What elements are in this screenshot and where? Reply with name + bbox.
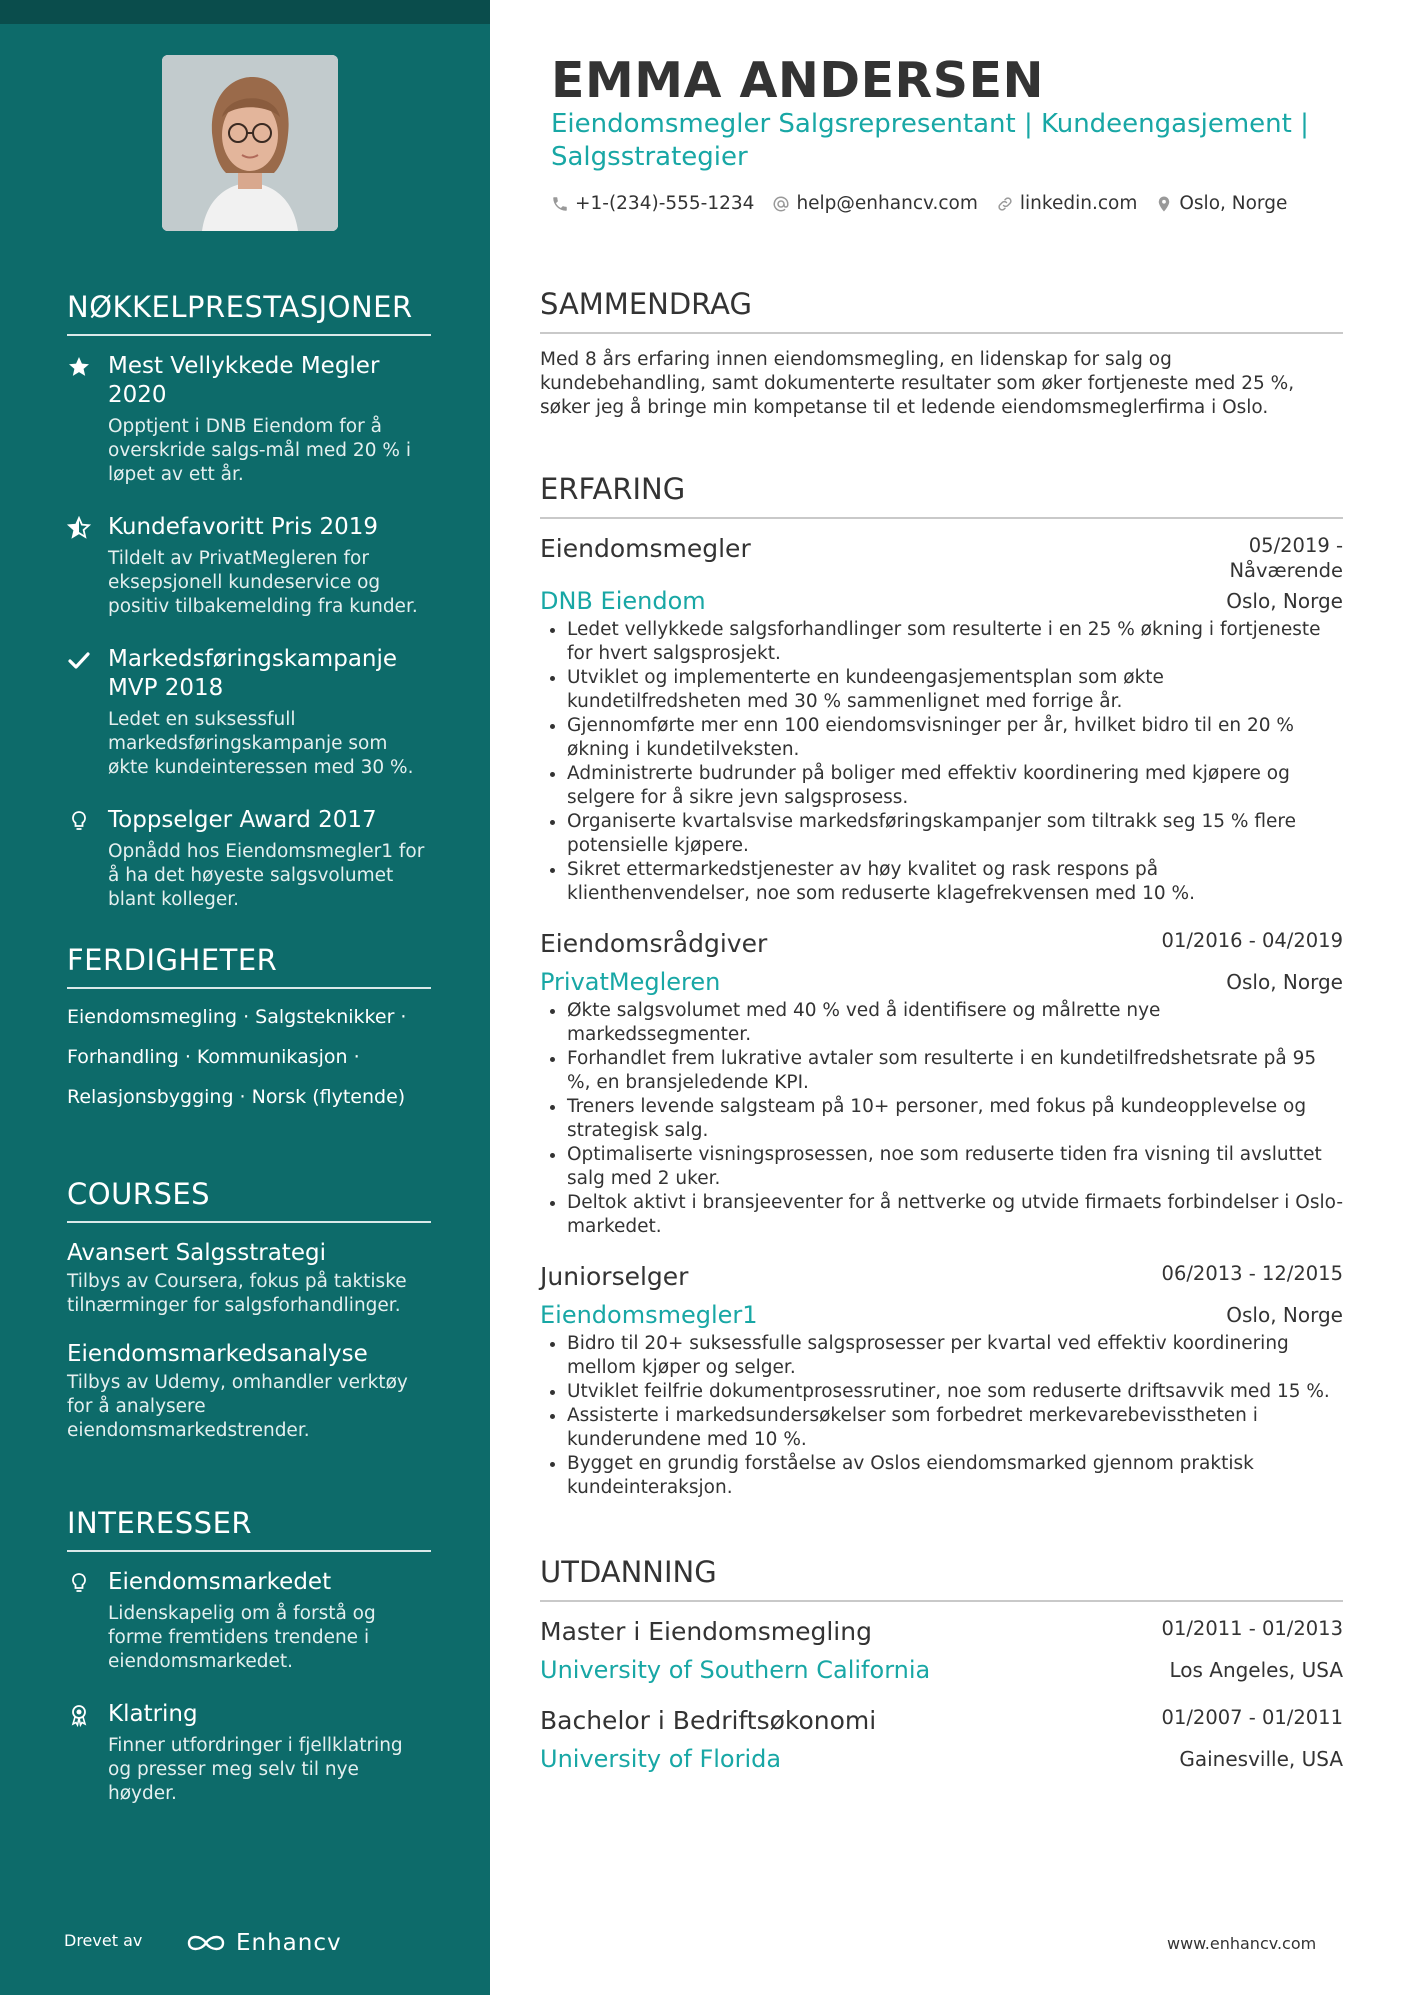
- interest-item: [67, 1700, 431, 1806]
- job-role: Eiendomsmegler: [540, 534, 751, 563]
- education-school: University of Southern California: [540, 1656, 931, 1684]
- interest-item: [67, 1568, 431, 1674]
- skills-row: Relasjonsbygging · Norsk (flytende): [67, 1086, 406, 1108]
- course-item: [67, 1340, 431, 1443]
- interests-section: [67, 1506, 431, 1832]
- job-bullet: • Administrerte budrunder på boliger med effektiv koordinering med kjøpere og selgere for å sikre jevn salgsprosess.: [567, 762, 1343, 810]
- education-degree: Master i Eiendomsmegling: [540, 1617, 872, 1646]
- sidebar-top-bar: [0, 0, 490, 24]
- star-icon: [67, 355, 91, 379]
- skills-list: [67, 1005, 431, 1109]
- checkmark-icon: [67, 648, 91, 672]
- job-bullets: [540, 1332, 1343, 1500]
- education-degree: Bachelor i Bedriftsøkonomi: [540, 1706, 877, 1735]
- job-location: Oslo, Norge: [1226, 1303, 1343, 1327]
- job-bullet: • Utviklet feilfrie dokumentprosessrutiner, noe som reduserte driftsavvik med 15 %.: [567, 1380, 1343, 1404]
- course-item: [67, 1239, 431, 1318]
- job-bullet: • Assisterte i markedsundersøkelser som forbedret merkevarebevisstheten i kunderundene med 10 %.: [567, 1404, 1343, 1452]
- achievements-section: [67, 290, 431, 938]
- education-dates: 01/2007 - 01/2011: [1161, 1706, 1343, 1729]
- education-dates: 01/2011 - 01/2013: [1161, 1617, 1343, 1640]
- achievement-title: Markedsføringskampanje MVP 2018: [108, 646, 398, 701]
- courses-title: COURSES: [67, 1177, 431, 1223]
- education-entry: [540, 1705, 1343, 1774]
- experience-title: ERFARING: [540, 472, 1343, 519]
- candidate-headline: Eiendomsmegler Salgsrepresentant | Kundeengasjement | Salgsstrategier: [551, 109, 1309, 172]
- achievement-title: Toppselger Award 2017: [108, 807, 377, 833]
- skills-section: [67, 943, 431, 1125]
- skills-title: FERDIGHETER: [67, 943, 431, 989]
- footer-url[interactable]: www.enhancv.com: [1167, 1934, 1317, 1953]
- job-bullet: • Treners levende salgsteam på 10+ personer, med fokus på kundeopplevelse og strategisk salg.: [567, 1095, 1343, 1143]
- job-dates: 05/2019 - Nåværende: [1229, 534, 1343, 582]
- summary-title: SAMMENDRAG: [540, 287, 1343, 334]
- interest-title: Klatring: [108, 1701, 198, 1727]
- interests-title: INTERESSER: [67, 1506, 431, 1552]
- job-role: Eiendomsrådgiver: [540, 929, 768, 958]
- job-bullet: • Gjennomførte mer enn 100 eiendomsvisninger per år, hvilket bidro til en 20 % økning i kundetilveksten.: [567, 714, 1343, 762]
- achievement-item: [67, 352, 431, 487]
- contact-bar: [551, 193, 1305, 214]
- education-section: [540, 1555, 1343, 1794]
- achievements-title: NØKKELPRESTASJONER: [67, 290, 431, 336]
- job-company: Eiendomsmegler1: [540, 1301, 758, 1329]
- course-desc: Tilbys av Coursera, fokus på taktiske tilnærminger for salgsforhandlinger.: [67, 1271, 407, 1316]
- job-bullet: • Organiserte kvartalsvise markedsføringskampanjer som tiltrakk seg 15 % flere potensielle kjøpere.: [567, 810, 1343, 858]
- summary-section: [540, 287, 1343, 420]
- job-company: PrivatMegleren: [540, 968, 721, 996]
- at-icon: [772, 195, 790, 213]
- enhancv-logo[interactable]: [184, 1930, 342, 1956]
- interest-desc: Lidenskapelig om å forstå og forme fremtidens trendene i eiendomsmarkedet.: [108, 1603, 376, 1672]
- skills-row: Eiendomsmegling · Salgsteknikker ·: [67, 1006, 407, 1028]
- achievement-desc: Ledet en suksessfull markedsføringskampanje som økte kundeinteressen med 30 %.: [108, 709, 414, 778]
- education-school: University of Florida: [540, 1745, 782, 1773]
- job-role: Juniorselger: [540, 1262, 689, 1291]
- sidebar: [0, 0, 490, 1995]
- profile-photo: [162, 55, 338, 231]
- job-dates: 01/2016 - 04/2019: [1161, 929, 1343, 952]
- interest-title: Eiendomsmarkedet: [108, 1569, 332, 1595]
- powered-by-label: Drevet av: [64, 1931, 143, 1950]
- contact-email[interactable]: [772, 193, 977, 214]
- job-entry: [540, 1261, 1343, 1500]
- job-bullet: • Deltok aktivt i bransjeeventer for å nettverke og utvide firmaets forbindelser i Oslo-markedet.: [567, 1191, 1343, 1239]
- achievement-item: [67, 513, 431, 619]
- lightbulb-icon: [67, 809, 91, 833]
- job-bullet: • Bygget en grundig forståelse av Oslos eiendomsmarked gjennom praktisk kundeinteraksjon.: [567, 1452, 1343, 1500]
- star-half-icon: [67, 516, 91, 540]
- job-bullets: [540, 999, 1343, 1239]
- education-location: Gainesville, USA: [1179, 1747, 1343, 1771]
- job-entry: [540, 533, 1343, 906]
- education-entry: [540, 1616, 1343, 1685]
- contact-phone-text: +1-(234)-555-1234: [575, 193, 755, 214]
- location-pin-icon: [1155, 195, 1173, 213]
- job-bullet: • Økte salgsvolumet med 40 % ved å identifisere og målrette nye markedssegmenter.: [567, 999, 1343, 1047]
- skills-row: Forhandling · Kommunikasjon ·: [67, 1046, 360, 1068]
- contact-linkedin-text: linkedin.com: [1019, 193, 1138, 214]
- course-title: Avansert Salgsstrategi: [67, 1240, 326, 1266]
- contact-phone[interactable]: [551, 193, 754, 214]
- achievement-desc: Opnådd hos Eiendomsmegler1 for å ha det høyeste salgsvolumet blant kolleger.: [108, 841, 425, 910]
- achievement-desc: Tildelt av PrivatMegleren for eksepsjonell kundeservice og positiv tilbakemelding fra kunder.: [108, 548, 418, 617]
- job-company: DNB Eiendom: [540, 587, 706, 615]
- award-ribbon-icon: [67, 1703, 91, 1727]
- contact-email-text: help@enhancv.com: [796, 193, 978, 214]
- contact-linkedin[interactable]: [996, 193, 1137, 214]
- job-dates: 06/2013 - 12/2015: [1161, 1262, 1343, 1285]
- achievement-title: Kundefavoritt Pris 2019: [108, 514, 379, 540]
- contact-location-text: Oslo, Norge: [1179, 193, 1288, 214]
- candidate-name: EMMA ANDERSEN: [551, 52, 1045, 109]
- enhancv-logo-text: Enhancv: [236, 1930, 342, 1956]
- education-location: Los Angeles, USA: [1169, 1658, 1343, 1682]
- enhancv-logo-icon: [184, 1932, 228, 1954]
- contact-location: [1155, 193, 1287, 214]
- achievement-item: [67, 645, 431, 780]
- job-bullet: • Ledet vellykkede salgsforhandlinger som resulterte i en 25 % økning i fortjeneste for hvert salgsprosjekt.: [567, 618, 1343, 666]
- lightbulb-icon: [67, 1571, 91, 1595]
- job-location: Oslo, Norge: [1226, 970, 1343, 994]
- education-title: UTDANNING: [540, 1555, 1343, 1602]
- course-desc: Tilbys av Udemy, omhandler verktøy for å analysere eiendomsmarkedstrender.: [67, 1372, 408, 1441]
- job-location: Oslo, Norge: [1226, 589, 1343, 613]
- phone-icon: [551, 195, 569, 213]
- achievement-item: [67, 806, 431, 912]
- job-bullet: • Utviklet og implementerte en kundeengasjementsplan som økte kundetilfredsheten med 30 % sammenlignet med forrige år.: [567, 666, 1343, 714]
- job-bullet: • Bidro til 20+ suksessfulle salgsprosesser per kvartal ved effektiv koordinering mellom kjøper og selger.: [567, 1332, 1343, 1380]
- achievement-desc: Opptjent i DNB Eiendom for å overskride salgs-mål med 20 % i løpet av ett år.: [108, 416, 411, 485]
- link-icon: [996, 195, 1014, 213]
- job-bullet: • Sikret ettermarkedstjenester av høy kvalitet og rask respons på klienthenvendelser, noe som reduserte klagefrekvensen med 10 %.: [567, 858, 1343, 906]
- interest-desc: Finner utfordringer i fjellklatring og presser meg selv til nye høyder.: [108, 1735, 403, 1804]
- job-entry: [540, 928, 1343, 1239]
- course-title: Eiendomsmarkedsanalyse: [67, 1341, 368, 1367]
- achievement-title: Mest Vellykkede Megler 2020: [108, 353, 380, 408]
- courses-section: [67, 1177, 431, 1465]
- experience-section: [540, 472, 1343, 1522]
- job-bullet: • Optimaliserte visningsprosessen, noe som reduserte tiden fra visning til avsluttet salg med 2 uker.: [567, 1143, 1343, 1191]
- job-bullets: [540, 618, 1343, 906]
- summary-text: Med 8 års erfaring innen eiendomsmegling, en lidenskap for salg og kundebehandling, samt dokumenterte resultater som øker fortjeneste med 25 %, søker jeg å bringe min kompetanse til et ledende eiendomsmeglerfirma i Oslo.: [540, 349, 1295, 418]
- job-bullet: • Forhandlet frem lukrative avtaler som resulterte i en kundetilfredshetsrate på 95 %, en bransjeledende KPI.: [567, 1047, 1343, 1095]
